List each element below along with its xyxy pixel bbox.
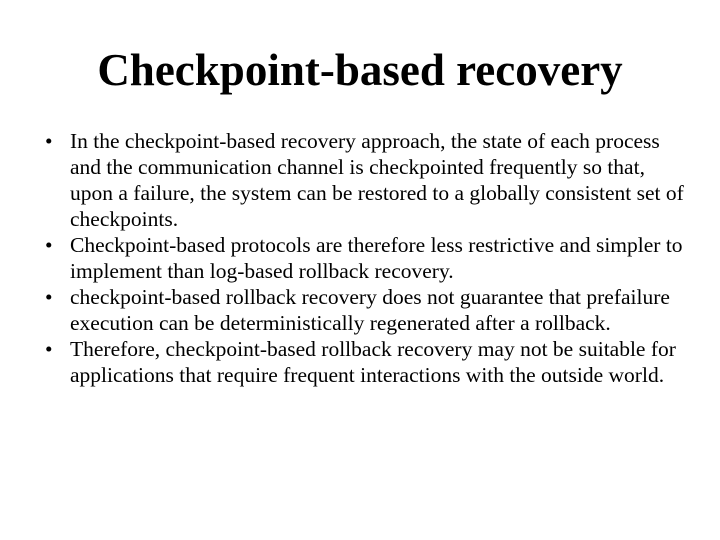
bullet-marker: •: [45, 129, 53, 153]
bullet-text: Checkpoint-based protocols are therefore less restrictive and simpler to implement than log-based rollback recovery.: [70, 233, 683, 283]
bullet-item: [45, 284, 685, 336]
bullet-marker: •: [45, 233, 53, 257]
bullet-text: checkpoint-based rollback recovery does not guarantee that prefailure execution can be deterministically regenerated after a rollback.: [70, 285, 670, 335]
bullet-list: [45, 128, 685, 388]
bullet-item: [45, 336, 685, 388]
bullet-item: [45, 128, 685, 232]
bullet-marker: •: [45, 285, 53, 309]
bullet-text: Therefore, checkpoint-based rollback recovery may not be suitable for applications that require frequent interactions with the outside world.: [70, 337, 676, 387]
bullet-text: In the checkpoint-based recovery approach, the state of each process and the communication channel is checkpointed frequently so that, upon a failure, the system can be restored to a globally consistent set of checkpoints.: [70, 129, 684, 231]
slide-title: Checkpoint-based recovery: [97, 45, 623, 95]
bullet-marker: •: [45, 337, 53, 361]
bullet-item: [45, 232, 685, 284]
